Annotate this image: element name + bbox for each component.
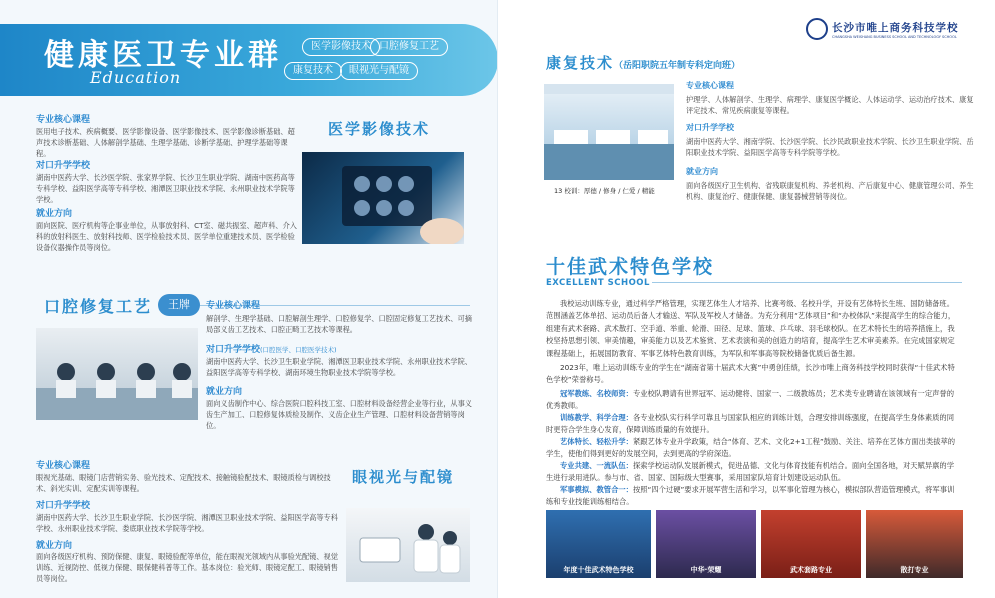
rehab-job-text: 面向各级医疗卫生机构、省残联康复机构、养老机构、产后康复中心、健康管理公司、养生机构、康复治疗、健康保健、康复器械营销等岗位。 — [686, 181, 974, 201]
wushu-paragraph-5 — [546, 436, 961, 461]
divider — [652, 282, 962, 283]
optometry-up-heading: 对口升学学校 — [36, 501, 91, 511]
wushu-paragraph-7 — [546, 484, 961, 509]
rehab-photo — [544, 84, 674, 180]
imaging-core-text: 医用电子技术、疾病概要、医学影像设备、医学影像技术、医学影像诊断基础、超声技术诊断基础、人体解剖学基础、生理学基础、诊断学基础、护理学基础等课程。 — [36, 127, 295, 158]
rehab-title-row — [546, 52, 740, 73]
wushu-point-2-heading: 训练教学、科学合理： — [560, 413, 633, 422]
strip-caption-1: 年度十佳武术特色学校 — [563, 566, 634, 574]
imaging-up-heading: 对口升学学校 — [36, 161, 91, 171]
optometry-core-heading: 专业核心课程 — [36, 461, 91, 471]
rehab-core-text: 护理学、人体解剖学、生理学、病理学、康复医学概论、人体运动学、运动治疗技术、康复评定技术、常见疾病康复等课程。 — [686, 95, 974, 115]
optometry-up-text: 湖南中医药大学、长沙卫生职业学院、长沙医学院、湘潭医卫职业技术学院、益阳医学高等专科学校、永州职业技术学院、娄底职业技术学院等学校。 — [36, 513, 338, 533]
rehab-photo-caption: 13 校训：厚德 / 修身 / 仁爱 / 精能 — [554, 187, 655, 195]
page-subtitle: Education — [90, 68, 182, 87]
wushu-point-5-text: 按照“四个过硬”要求开展军营生活和学习，以军事化管理为核心，模拟部队营造管理模式，将军事训练和专业技能训练相结合。 — [546, 485, 955, 507]
optometry-job-heading: 就业方向 — [36, 541, 73, 551]
strip-photo-1 — [546, 510, 651, 578]
section-header-band — [0, 24, 497, 96]
optometry-core-text: 眼视光基础、眼镜门店营销实务、验光技术、定配技术、接触镜验配技术、眼镜质检与调校技术、斜光实训、定配实训等课程。 — [36, 473, 331, 493]
rehab-up-text: 湖南中医药大学、湘南学院、长沙医学院、长沙民政职业技术学院、长沙卫生职业学院、岳阳职业技术学院、益阳医学高等专科学院等学校。 — [686, 137, 974, 157]
school-logo — [806, 18, 982, 46]
tag-medical-imaging[interactable]: 医学影像技术 — [302, 38, 380, 56]
page-title: 健康医卫专业群 — [44, 38, 282, 73]
dental-up-note: (口腔医学、口腔医学技术) — [260, 346, 337, 354]
strip-caption-2: 中华·荣耀 — [690, 566, 722, 574]
rehab-title-note: （岳阳职院五年制专科定向班） — [614, 61, 741, 71]
optometry-job-text: 面向各级医疗机构、预防保健、康复、眼镜验配等单位，能在眼视光领域内从事验光配镜、视觉训练、近视防控、低视力保健、眼保健科普等工作。基本岗位：验光师、眼镜定配工、眼镜销售员等岗位。 — [36, 552, 338, 583]
wushu-point-5-heading: 军事模拟、教管合一： — [560, 485, 633, 494]
wushu-subtitle: EXCELLENT SCHOOL — [546, 278, 650, 288]
tag-dental[interactable]: 口腔修复工艺 — [370, 38, 448, 56]
wushu-paragraph-3 — [546, 388, 961, 413]
rehab-job-heading: 就业方向 — [686, 167, 718, 176]
wushu-point-1-text: 专业校队聘请有世界冠军、运动健将、国家一、二级教练员；艺术类专业聘请在该领域有一定声誉的优秀教师。 — [546, 389, 955, 411]
school-emblem-icon — [806, 18, 828, 40]
imaging-photo — [302, 152, 464, 244]
optometry-illustration — [346, 508, 470, 582]
tag-rehab[interactable]: 康复技术 — [284, 62, 342, 80]
wushu-title: 十佳武术特色学校 — [546, 256, 715, 278]
dental-lab-photo — [36, 328, 198, 420]
dental-lab-illustration — [36, 328, 198, 420]
right-page — [497, 0, 995, 598]
strip-photo-2 — [656, 510, 756, 578]
wushu-point-3-heading: 艺体特长、轻松升学： — [560, 437, 633, 446]
wushu-paragraph-1: 我校运动训练专业，通过科学严格管理，实现艺体生人才培养、比赛考级、名校升学，开设有艺体特长生班、国防储备班。范围涵盖艺体单招、运动员后备人才输送、军队及军校人才储备。为充分利用“艺体项目”和“办校体队”来提高学生的综合能力，组建有武术套路、武术散打、空手道、举重、轮滑、田径、足球、篮球、乒乓球、羽毛球校队。在艺术特长生的培养措施上，我校坚持思想引领、审美情趣，审美能力以及艺术鉴赏、艺术表演和美的创造力的培育，提高学生艺术审美素养。在完成国家规定课程基础上，拓展国防教育、军事艺体特色教育训练，为军队和军事高等院校储备优质后备生源。 — [546, 299, 956, 358]
optometry-title: 眼视光与配镜 — [352, 468, 455, 486]
rehab-illustration — [544, 84, 674, 180]
tag-optometry[interactable]: 眼视光与配镜 — [340, 62, 418, 80]
rehab-up-heading: 对口升学学校 — [686, 123, 734, 132]
strip-photo-4 — [866, 510, 963, 578]
dental-up-heading-text: 对口升学学校 — [206, 345, 261, 355]
wushu-point-4-heading: 专业共建、一流队伍： — [560, 461, 633, 470]
dental-job-text: 面向义齿制作中心、综合医院口腔科技工室、口腔材料设备经营企业等行业，从事义齿生产加工、口腔修复体质检及制作、义齿企业生产管理、口腔材料设备营销等岗位。 — [206, 399, 472, 430]
imaging-up-text: 湖南中医药大学、长沙医学院、张家界学院、长沙卫生职业学院、湖南中医药高等专科学校、益阳医学高等专科学校、湘潭医卫职业技术学院、永州职业技术学院等学校。 — [36, 173, 295, 204]
wushu-point-4-text: 探索学校运动队发展新模式，促进品德、文化与体育技能有机结合。面向全国各地，对天赋异禀的学生进行录用进队。参与市、省、国家、国际级大型赛事，采用国家队培育计划建设运动队伍。 — [546, 461, 955, 483]
dental-flagship-pill: 王牌 — [158, 294, 200, 316]
rehab-title: 康复技术 — [546, 54, 615, 72]
school-name: 长沙市唯上商务科技学校 — [832, 22, 959, 34]
dental-title: 口腔修复工艺 — [44, 297, 153, 316]
imaging-title: 医学影像技术 — [328, 120, 431, 138]
wushu-paragraph-4 — [546, 412, 961, 437]
dental-up-heading — [206, 342, 337, 355]
dental-job-heading: 就业方向 — [206, 387, 243, 397]
imaging-job-heading: 就业方向 — [36, 209, 73, 219]
strip-photo-3 — [761, 510, 861, 578]
imaging-job-text: 面向医院、医疗机构等企事业单位，从事放射科、CT室、磁共振室、超声科、介入科的放射科医生、放射科技师、医学检验技术员、医学单位重建技术员、医学检验设备仪器操作员等岗位。 — [36, 221, 297, 252]
wushu-paragraph-6 — [546, 460, 961, 485]
optometry-photo — [346, 508, 470, 582]
xray-illustration — [302, 152, 464, 244]
strip-caption-3: 武术套路专业 — [790, 566, 832, 574]
wushu-paragraph-2: 2023年，唯上运动训练专业的学生在“湖南省第十届武术大赛”中勇创佳绩，长沙市唯上商务科技学校同时获得“十佳武术特色学校”荣誉称号。 — [546, 363, 955, 385]
rehab-core-heading: 专业核心课程 — [686, 81, 734, 90]
imaging-core-heading: 专业核心课程 — [36, 115, 91, 125]
left-page — [0, 0, 497, 598]
strip-caption-4: 散打专业 — [900, 566, 929, 574]
wushu-point-3-text: 紧跟艺体专业升学政策，结合“体育、艺术、文化2+1工程”鼓励、关注、培养在艺体方面出类拔萃的学生，使他们得到更好的发展空间，去到更高的学府深造。 — [546, 437, 956, 459]
dental-core-text: 解剖学、生理学基础、口腔解剖生理学、口腔修复学、口腔固定修复工艺技术、可摘局部义齿工艺技术、口腔正畸工艺技术等课程。 — [206, 314, 472, 334]
wushu-point-2-text: 各专业校队实行科学可靠且与国家队相应的训练计划，合理安排训练强度，在提高学生身体素质的同时更符合学生身心发育，保障训练质量的有效提升。 — [546, 413, 955, 435]
dental-up-text: 湖南中医药大学、长沙卫生职业学院、湘潭医卫职业技术学院、永州职业技术学院、益阳医学高等专科学校、湖南环境生物职业技术学院等学校。 — [206, 357, 472, 377]
wushu-point-1-heading: 冠军教练、名校师资： — [560, 389, 633, 398]
school-name-en: CHANGSHA WEISHANG BUSINESS SCHOOL AND TECHNOLOGY SCHOOL — [832, 35, 957, 39]
dental-core-heading: 专业核心课程 — [206, 301, 261, 311]
